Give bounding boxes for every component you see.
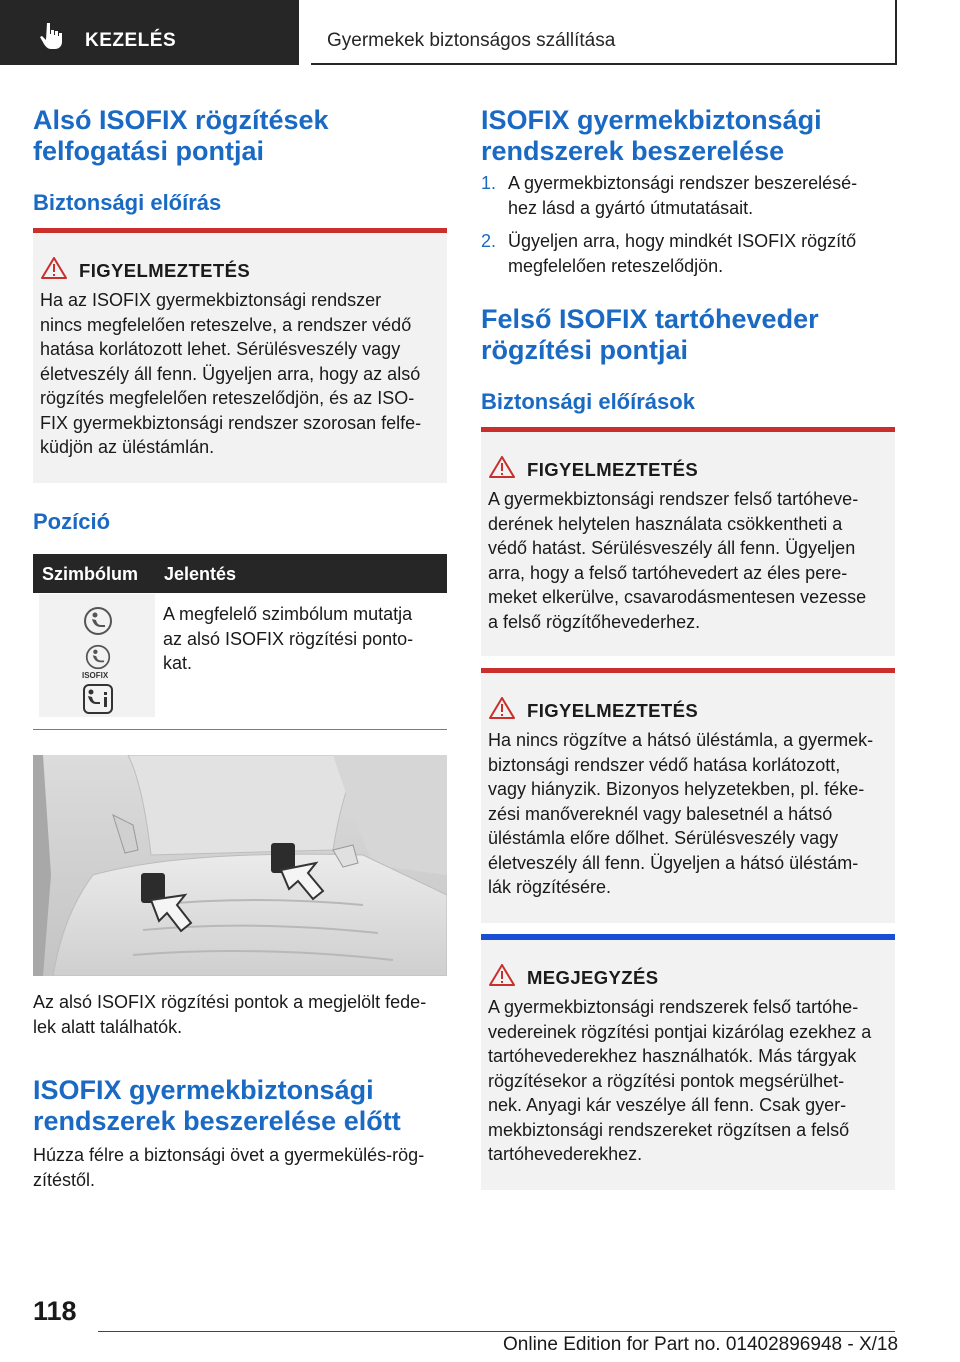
text-line: Ha az ISOFIX gyermekbiztonsági rendszer bbox=[40, 290, 382, 310]
child-seat-icon bbox=[83, 606, 113, 636]
heading-line: Alsó ISOFIX rögzítések bbox=[33, 105, 329, 135]
warning-text bbox=[40, 288, 441, 460]
section-tab bbox=[0, 0, 299, 65]
text-line: A gyermekbiztonsági rendszer beszerelésé- bbox=[508, 173, 858, 193]
text-line: derének helytelen használata csökkentheti a bbox=[488, 513, 843, 534]
page-number: 118 bbox=[33, 1296, 77, 1326]
text-line: zési manővereknél vagy balesetnél a hátsó bbox=[488, 803, 833, 824]
warning-box bbox=[33, 228, 447, 483]
warning-triangle-icon bbox=[489, 697, 515, 719]
footer-divider bbox=[98, 1331, 895, 1332]
position-heading: Pozíció bbox=[33, 509, 111, 534]
section-heading-lower-isofix bbox=[33, 105, 329, 167]
text-line: vagy hiányzik. Bizonyos helyzetekben, pl. féke- bbox=[488, 779, 865, 799]
heading-line: rögzítési pontjai bbox=[481, 335, 689, 365]
note-box bbox=[481, 934, 895, 1190]
heading-line: ISOFIX gyermekbiztonsági bbox=[481, 105, 822, 135]
note-text bbox=[488, 995, 889, 1167]
note-label: MEGJEGYZÉS bbox=[527, 967, 659, 988]
safety-heading: Biztonsági előírások bbox=[481, 389, 695, 414]
text-line: rögzítésekor a rögzítési pontok megsérülhet- bbox=[488, 1070, 845, 1091]
text-line: nincs megfelelően reteszelve, a rendszer védő bbox=[40, 314, 412, 335]
section-heading-upper-tether bbox=[481, 304, 819, 366]
column-header-symbol: Szimbólum bbox=[42, 564, 139, 584]
before-install-text bbox=[33, 1143, 453, 1192]
text-line: tartóhevederekhez. bbox=[488, 1144, 643, 1164]
text-line: üléstámla előre dőlhet. Sérülésveszély vagy bbox=[488, 828, 839, 848]
safety-heading: Biztonsági előírás bbox=[33, 190, 222, 215]
heading-line: rendszerek beszerelése előtt bbox=[33, 1106, 401, 1136]
text-line: A gyermekbiztonsági rendszer felső tartóheve- bbox=[488, 489, 859, 509]
warning-box bbox=[481, 427, 895, 656]
text-line: védő hatást. Sérülésveszély áll fenn. Ügyeljen bbox=[488, 538, 856, 558]
hand-pointer-icon bbox=[38, 21, 66, 49]
text-line: a felső rögzítőhevederhez. bbox=[488, 611, 701, 632]
text-line: hatása korlátozott lehet. Sérülésveszély vagy bbox=[40, 339, 401, 359]
table-header bbox=[33, 554, 447, 593]
text-line: biztonsági rendszer védő hatása korlátozott, bbox=[488, 754, 841, 775]
text-line: FIX gyermekbiztonsági rendszer szorosan felfe- bbox=[40, 412, 422, 433]
text-line: mekbiztonsági rendszereket rögzítsen a felső bbox=[488, 1119, 850, 1140]
text-line: kat. bbox=[163, 653, 193, 673]
section-heading-before-install bbox=[33, 1075, 401, 1137]
table-divider bbox=[33, 729, 447, 730]
text-line: meket elkerülve, csavarodásmentesen vezesse bbox=[488, 587, 867, 607]
edition-text: Online Edition for Part no. 01402896948 - X/18 bbox=[503, 1334, 899, 1355]
text-line: rögzítés megfelelően reteszelődjön, és az ISO- bbox=[40, 388, 415, 408]
warning-triangle-icon bbox=[489, 456, 515, 478]
text-line: tartóhevederekhez használhatók. Más tárgyak bbox=[488, 1046, 857, 1066]
illustration-caption bbox=[33, 990, 453, 1039]
warning-triangle-icon bbox=[489, 964, 515, 986]
step-number: 2. bbox=[481, 231, 497, 251]
warning-label: FIGYELMEZTETÉS bbox=[527, 459, 699, 480]
text-line: életveszély áll fenn. Ügyeljen arra, hogy az alsó bbox=[40, 363, 421, 384]
isofix-label: ISOFIX bbox=[82, 671, 109, 680]
text-line: Az alsó ISOFIX rögzítési pontok a megjelölt fede- bbox=[33, 992, 427, 1012]
heading-line: ISOFIX gyermekbiztonsági bbox=[33, 1075, 374, 1105]
text-line: megfelelően reteszelődjön. bbox=[508, 255, 724, 276]
column-header-meaning: Jelentés bbox=[164, 564, 237, 584]
section-title: KEZELÉS bbox=[85, 30, 177, 51]
text-line: életveszély áll fenn. Ügyeljen a hátsó üléstám- bbox=[488, 852, 859, 873]
warning-box bbox=[481, 668, 895, 923]
warning-text bbox=[488, 487, 889, 634]
text-line: A megfelelő szimbólum mutatja bbox=[163, 604, 413, 624]
warning-text bbox=[488, 728, 889, 900]
text-line: Ügyeljen arra, hogy mindkét ISOFIX rögzítő bbox=[508, 231, 857, 251]
symbol-cell bbox=[39, 594, 155, 717]
heading-line: rendszerek beszerelése bbox=[481, 136, 785, 166]
warning-label: FIGYELMEZTETÉS bbox=[527, 700, 699, 721]
heading-line: felfogatási pontjai bbox=[33, 136, 265, 166]
isofix-icon bbox=[85, 644, 111, 670]
warning-triangle-icon bbox=[41, 257, 67, 279]
heading-line: Felső ISOFIX tartóheveder bbox=[481, 304, 819, 334]
text-line: Ha nincs rögzítve a hátsó üléstámla, a gyermek- bbox=[488, 730, 874, 750]
text-line: vedereinek rögzítési pontjai kizárólag ezekhez a bbox=[488, 1021, 872, 1042]
rear-seat-illustration bbox=[33, 755, 447, 976]
meaning-cell bbox=[163, 602, 448, 676]
chapter-title: Gyermekek biztonságos szállítása bbox=[327, 30, 616, 51]
text-line: Húzza félre a biztonsági övet a gyermekülés-rög- bbox=[33, 1145, 425, 1165]
text-line: lák rögzítésére. bbox=[488, 877, 612, 897]
text-line: az alsó ISOFIX rögzítési ponto- bbox=[163, 628, 414, 649]
text-line: zítéstől. bbox=[33, 1169, 96, 1190]
child-seat-info-icon bbox=[83, 684, 113, 714]
text-line: nek. Anyagi kár veszélye áll fenn. Csak gyer- bbox=[488, 1095, 847, 1115]
text-line: A gyermekbiztonsági rendszerek felső tartóhe- bbox=[488, 997, 859, 1017]
step-number: 1. bbox=[481, 173, 497, 193]
text-line: hez lásd a gyártó útmutatásait. bbox=[508, 197, 754, 218]
chapter-header bbox=[311, 0, 897, 65]
section-heading-install bbox=[481, 105, 822, 167]
text-line: küdjön az üléstámlán. bbox=[40, 437, 215, 457]
text-line: lek alatt találhatók. bbox=[33, 1016, 183, 1037]
text-line: arra, hogy a felső tartóhevedert az éles pere- bbox=[488, 562, 848, 583]
warning-label: FIGYELMEZTETÉS bbox=[79, 260, 251, 281]
